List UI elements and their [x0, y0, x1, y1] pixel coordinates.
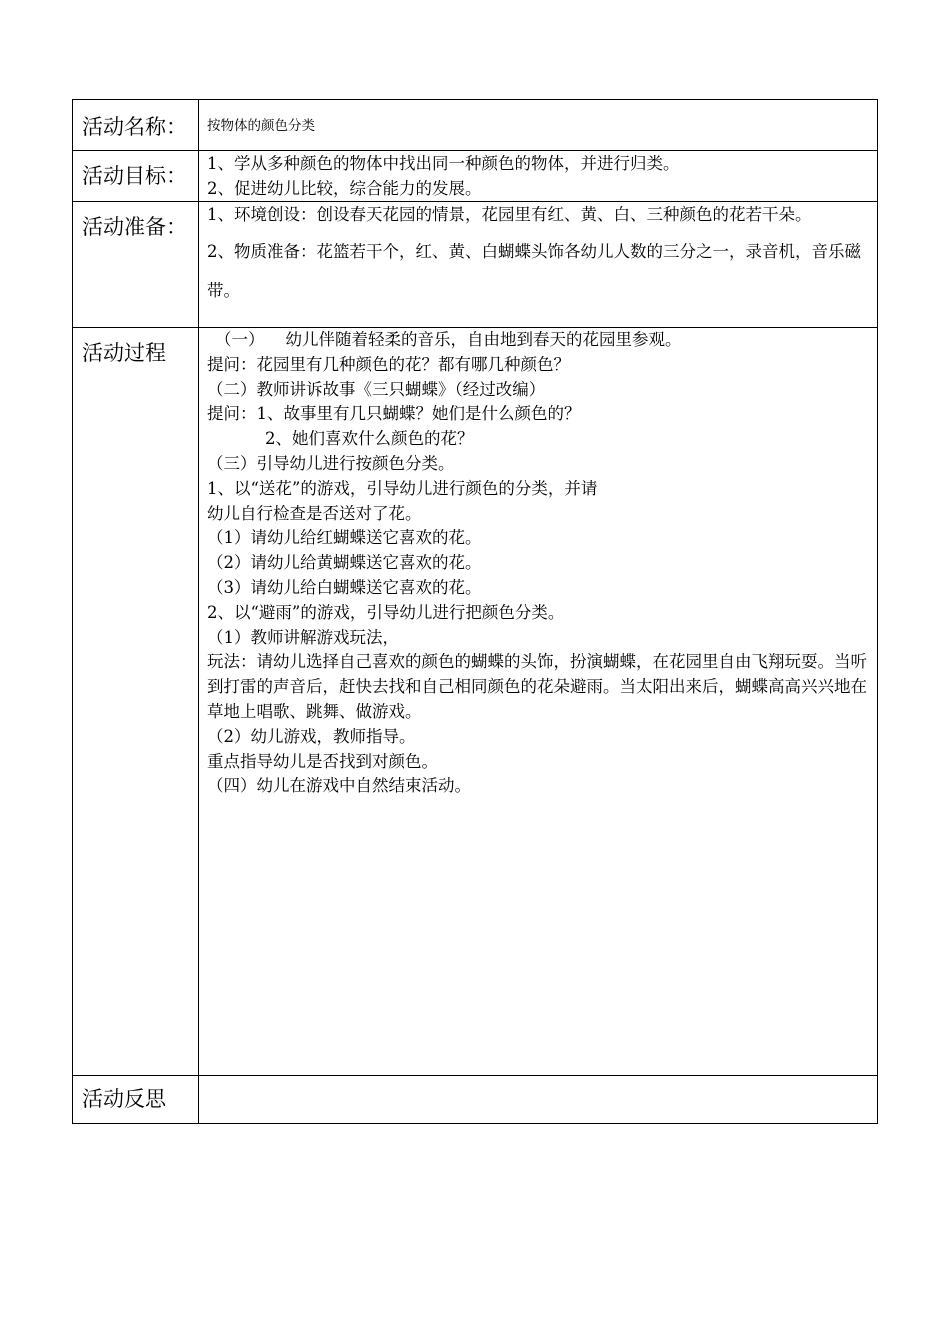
activity-goal-label: 活动目标：: [73, 151, 199, 202]
process-line: 重点指导幼儿是否找到对颜色。: [207, 751, 438, 771]
lesson-plan-table: [72, 99, 878, 1124]
process-line: 2、她们喜欢什么颜色的花？: [265, 429, 474, 449]
process-line: （2）请幼儿给黄蝴蝶送它喜欢的花。: [207, 553, 482, 573]
process-line: 提问：花园里有几种颜色的花？都有哪几种颜色？: [207, 354, 570, 374]
process-line: （三）引导幼儿进行按颜色分类。: [207, 453, 455, 473]
process-line: （1）请幼儿给红蝴蝶送它喜欢的花。: [207, 528, 482, 548]
activity-name-value: 按物体的颜色分类: [199, 100, 878, 151]
process-line: 幼儿自行检查是否送对了花。: [207, 503, 422, 523]
prep-materials-text: 2、物质准备：花篮若干个，红、黄、白蝴蝶头饰各幼儿人数的三分之一，录音机，音乐磁带。: [207, 241, 861, 300]
process-line: 玩法：请幼儿选择自己喜欢的颜色的蝴蝶的头饰，扮演蝴蝶，在花园里自由飞翔玩耍。当听到打雷的声音后，赶快去找和自己相同颜色的花朵避雨。当太阳出来后，蝴蝶高高兴兴地在草地上唱歌、跳舞、做游戏。: [207, 652, 867, 721]
activity-prep-content: [199, 202, 878, 328]
activity-reflection-label: 活动反思: [73, 1076, 199, 1124]
process-line: （一） 幼儿伴随着轻柔的音乐，自由地到春天的花园里参观。: [215, 330, 682, 349]
process-line: （四）幼儿在游戏中自然结束活动。: [207, 776, 471, 796]
activity-goal-row: [73, 151, 878, 202]
prep-environment-text: 1、环境创设：创设春天花园的情景，花园里有红、黄、白、三种颜色的花若干朵。: [207, 205, 812, 224]
activity-goal-content: [199, 151, 878, 202]
activity-reflection-content: [199, 1076, 878, 1124]
activity-process-content: [199, 328, 878, 1076]
activity-prep-row: [73, 202, 878, 328]
process-line: （2）幼儿游戏，教师指导。: [207, 726, 416, 746]
activity-process-row: [73, 328, 878, 1076]
process-line: 1、以“送花”的游戏，引导幼儿进行颜色的分类，并请: [207, 478, 598, 498]
process-line: （3）请幼儿给白蝴蝶送它喜欢的花。: [207, 577, 482, 597]
activity-name-label: 活动名称：: [73, 100, 199, 151]
process-line: 2、以“避雨”的游戏，引导幼儿进行把颜色分类。: [207, 602, 565, 622]
activity-process-label: 活动过程: [73, 328, 199, 1076]
activity-prep-label: 活动准备：: [73, 202, 199, 328]
activity-reflection-row: [73, 1076, 878, 1124]
activity-name-row: [73, 100, 878, 151]
process-line: （二）教师讲诉故事《三只蝴蝶》（经过改编）: [207, 379, 546, 399]
process-line: （1）教师讲解游戏玩法，: [207, 627, 399, 647]
goal-line: 1、学从多种颜色的物体中找出同一种颜色的物体，并进行归类。: [207, 154, 680, 173]
goal-line: 2、促进幼儿比较，综合能力的发展。: [207, 178, 482, 198]
process-line: 提问：1、故事里有几只蝴蝶？她们是什么颜色的？: [207, 404, 581, 424]
